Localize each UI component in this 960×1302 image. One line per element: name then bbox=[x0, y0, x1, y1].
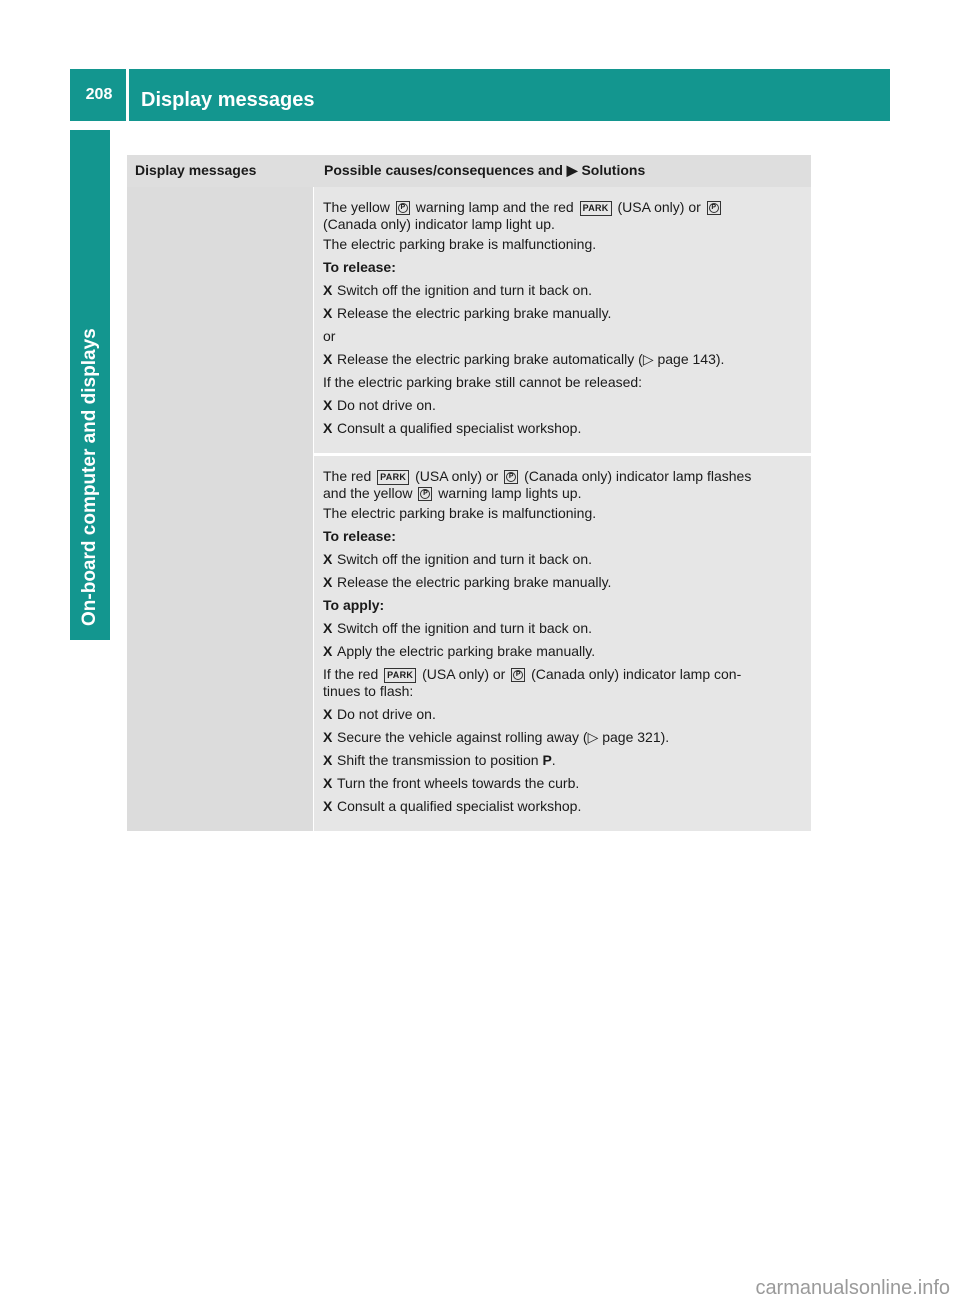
list-item bbox=[323, 775, 803, 791]
text: The yellow bbox=[323, 199, 394, 215]
text: (Canada only) indicator lamp flashes bbox=[520, 468, 752, 484]
step-text: Apply the electric parking brake manually. bbox=[337, 643, 596, 659]
header-divider bbox=[126, 69, 129, 121]
text: (Canada only) indicator lamp light up. bbox=[323, 216, 555, 232]
block2-condition bbox=[323, 666, 803, 699]
list-item bbox=[323, 620, 803, 636]
text: warning lamp lights up. bbox=[434, 485, 582, 501]
page-title: Display messages bbox=[141, 89, 315, 111]
step-text: Consult a qualified specialist workshop. bbox=[337, 798, 582, 814]
solution-block-1 bbox=[314, 187, 811, 453]
text: warning lamp and the red bbox=[411, 199, 578, 215]
step-arrow-icon: X bbox=[323, 351, 333, 367]
block1-intro bbox=[323, 199, 803, 232]
list-item bbox=[323, 282, 803, 298]
messages-table bbox=[127, 155, 811, 831]
text: tinues to flash: bbox=[323, 683, 414, 699]
col-header-solutions-text: Solutions bbox=[581, 162, 646, 178]
block1-line2: The electric parking brake is malfunctioning. bbox=[323, 236, 597, 252]
step-text: Switch off the ignition and turn it back on. bbox=[337, 620, 593, 636]
watermark: carmanualsonline.info bbox=[755, 1277, 950, 1299]
step-arrow-icon: X bbox=[323, 574, 333, 590]
col-header-solutions bbox=[314, 155, 645, 187]
parking-brake-indicator-icon bbox=[511, 668, 525, 682]
list-item bbox=[323, 706, 803, 722]
display-message-cell bbox=[127, 187, 314, 831]
step-text: Do not drive on. bbox=[337, 397, 436, 413]
col-header-display-messages: Display messages bbox=[135, 162, 257, 178]
step-arrow-icon: X bbox=[323, 775, 333, 791]
parking-brake-warning-icon bbox=[396, 201, 410, 215]
block2-line2: The electric parking brake is malfunctioning. bbox=[323, 505, 597, 521]
block1-condition: If the electric parking brake still cannot be released: bbox=[323, 374, 643, 390]
step-arrow-icon: X bbox=[323, 752, 333, 768]
step-arrow-icon: X bbox=[323, 420, 333, 436]
text: The red bbox=[323, 468, 376, 484]
step-arrow-icon: X bbox=[323, 729, 333, 745]
text: (Canada only) indicator lamp con- bbox=[527, 666, 742, 682]
step-text: Consult a qualified specialist workshop. bbox=[337, 420, 582, 436]
step-arrow-icon: X bbox=[323, 551, 333, 567]
list-item bbox=[323, 643, 803, 659]
list-item bbox=[323, 798, 803, 814]
text: . bbox=[551, 752, 556, 768]
step-text: Release the electric parking brake automatically (▷ page 143). bbox=[337, 351, 725, 367]
step-arrow-icon: X bbox=[323, 706, 333, 722]
list-item bbox=[323, 305, 803, 321]
step-text: Switch off the ignition and turn it back on. bbox=[337, 551, 593, 567]
list-item bbox=[323, 351, 803, 367]
step-arrow-icon: X bbox=[323, 305, 333, 321]
step-arrow-icon: X bbox=[323, 643, 333, 659]
step-arrow-icon: X bbox=[323, 620, 333, 636]
list-item bbox=[323, 729, 803, 745]
step-text: Secure the vehicle against rolling away (▷ page 321). bbox=[337, 729, 670, 745]
solutions-column bbox=[314, 187, 811, 831]
gear-position: P bbox=[542, 752, 552, 768]
park-icon: PARK bbox=[384, 668, 416, 683]
step-text: Switch off the ignition and turn it back on. bbox=[337, 282, 593, 298]
park-icon: PARK bbox=[580, 201, 612, 216]
block2-heading-release: To release: bbox=[323, 528, 396, 544]
step-arrow-icon: X bbox=[323, 282, 333, 298]
block2-intro bbox=[323, 468, 803, 501]
solution-arrow-icon: ▶ bbox=[566, 162, 578, 178]
table-body bbox=[127, 187, 811, 831]
text: Shift the transmission to position bbox=[337, 752, 543, 768]
block1-or: or bbox=[323, 328, 336, 344]
text: (USA only) or bbox=[411, 468, 503, 484]
list-item bbox=[323, 752, 803, 768]
text: (USA only) or bbox=[613, 199, 705, 215]
list-item bbox=[323, 397, 803, 413]
parking-brake-warning-icon bbox=[418, 487, 432, 501]
park-icon: PARK bbox=[377, 470, 409, 485]
step-text: Release the electric parking brake manually. bbox=[337, 305, 612, 321]
text: (USA only) or bbox=[418, 666, 510, 682]
table-header bbox=[127, 155, 811, 187]
list-item bbox=[323, 420, 803, 436]
side-tab bbox=[70, 130, 110, 640]
col-header-text: Possible causes/consequences and bbox=[324, 162, 567, 178]
step-arrow-icon: X bbox=[323, 798, 333, 814]
block1-heading: To release: bbox=[323, 259, 396, 275]
step-arrow-icon: X bbox=[323, 397, 333, 413]
step-text: Release the electric parking brake manually. bbox=[337, 574, 612, 590]
step-text bbox=[337, 752, 556, 768]
side-tab-label: On-board computer and displays bbox=[79, 328, 100, 626]
text: If the red bbox=[323, 666, 383, 682]
text: and the yellow bbox=[323, 485, 417, 501]
parking-brake-indicator-icon bbox=[707, 201, 721, 215]
step-text: Do not drive on. bbox=[337, 706, 436, 722]
list-item bbox=[323, 551, 803, 567]
step-text: Turn the front wheels towards the curb. bbox=[337, 775, 580, 791]
block2-heading-apply: To apply: bbox=[323, 597, 385, 613]
solution-block-2 bbox=[314, 453, 811, 831]
parking-brake-indicator-icon bbox=[504, 470, 518, 484]
list-item bbox=[323, 574, 803, 590]
page-number: 208 bbox=[85, 86, 113, 103]
